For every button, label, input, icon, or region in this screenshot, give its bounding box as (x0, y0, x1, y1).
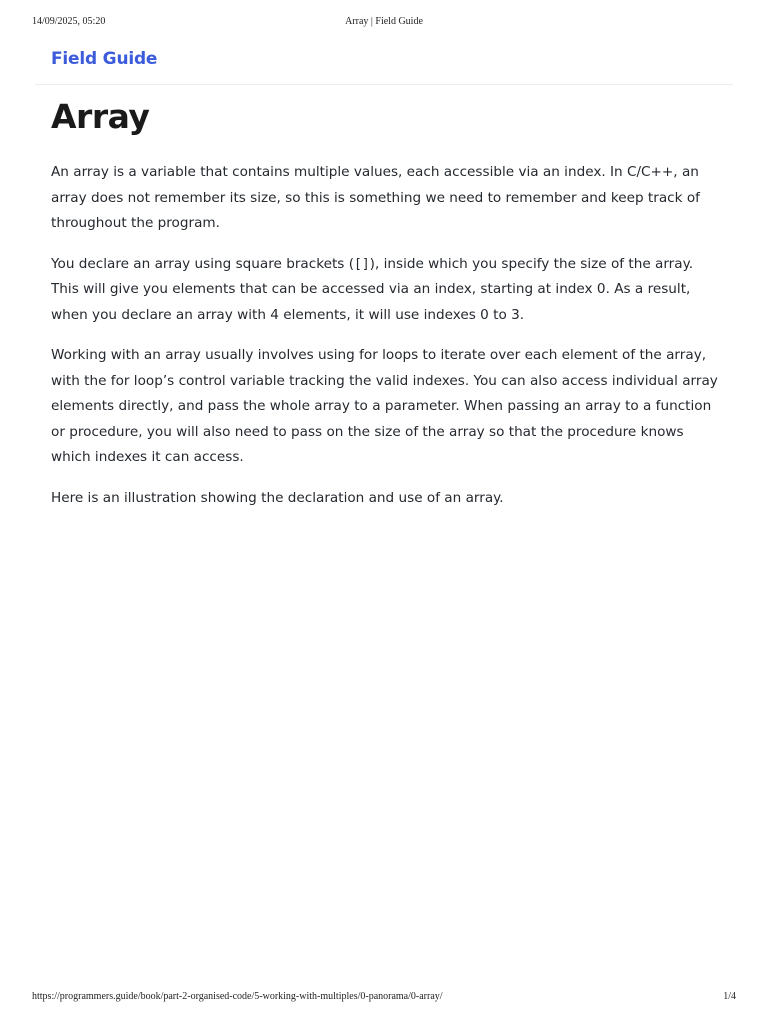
page-title: Array (51, 97, 150, 136)
site-header (35, 44, 733, 85)
paragraph-declaration-text-before: You declare an array using square brackets ( (51, 255, 355, 272)
print-datetime: 14/09/2025, 05:20 (32, 16, 106, 27)
print-page-number: 1/4 (723, 991, 736, 1002)
paragraph-declaration (51, 252, 723, 329)
inline-code-brackets: [] (354, 256, 370, 272)
print-url: https://programmers.guide/book/part-2-organised-code/5-working-with-multiples/0-panorama/0-array/ (32, 991, 443, 1002)
print-header (32, 16, 736, 30)
paragraph-intro: An array is a variable that contains multiple values, each accessible via an index. In C/C++, an array does not remember its size, so this is something we need to remember and keep track of throughout the program. (51, 164, 700, 231)
paragraph-declaration-text-after: ), inside which you specify the size of the array. This will give you elements that can be accessed via an index, starting at index 0. As a result, when you declare an array with 4 elements, it will use indexes 0 to 3. (51, 255, 694, 323)
brand-logo-link[interactable]: Field Guide (51, 49, 158, 69)
print-footer (32, 991, 736, 1005)
print-page-title: Array | Field Guide (345, 16, 423, 27)
article (51, 94, 723, 526)
paragraph-usage: Working with an array usually involves using for loops to iterate over each element of the array, with the for loop’s control variable tracking the valid indexes. You can also access individual array elements directly, and pass the whole array to a parameter. When passing an array to a function or procedure, you will also need to pass on the size of the array so that the procedure knows which indexes it can access. (51, 347, 718, 465)
paragraph-illustration-intro: Here is an illustration showing the declaration and use of an array. (51, 489, 504, 506)
